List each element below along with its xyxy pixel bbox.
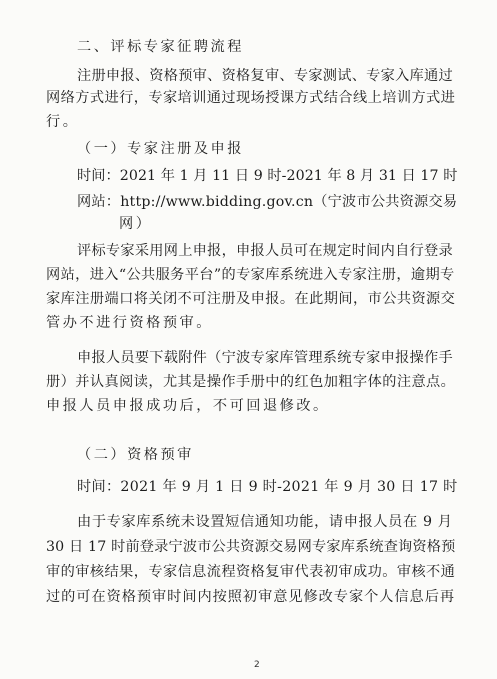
paragraph-1-line-3: 家库注册端口将关闭不可注册及申报。在此期间，市公共资源交 [46,291,456,307]
paragraph-3-line-4: 过的可在资格预审时间内按照初审意见修改专家个人信息后再 [46,589,455,605]
paragraph-1-line-1: 评标专家采用网上申报，申报人员可在规定时间内自行登录 [77,243,453,259]
paragraph-2-line-2: 册）并认真阅读，尤其是操作手册中的红色加粗字体的注意点。 [46,374,456,390]
paragraph-1-line-2: 网站，进入“公共服务平台”的专家库系统进入专家注册，逾期专 [46,267,455,283]
page-number: 2 [254,660,260,670]
subsection-1-website-1: 网站：http://www.bidding.gov.cn（宁波市公共资源交易 [77,194,458,210]
intro-line-3: 行。 [46,114,80,130]
subsection-1-heading: （一）专家注册及申报 [77,141,244,157]
subsection-1-time: 时间：2021 年 1 月 11 日 9 时-2021 年 8 月 31 日 17 时 [77,168,458,184]
subsection-2-heading: （二）资格预审 [77,447,194,463]
subsection-2-time: 时间：2021 年 9 月 1 日 9 时-2021 年 9 月 30 日 17 时 [77,479,458,495]
intro-line-1: 注册申报、资格预审、资格复审、专家测试、专家入库通过 [77,68,453,84]
paragraph-3-line-1: 由于专家库系统未设置短信通知功能，请申报人员在 9 月 [77,514,453,530]
section-heading: 二、评标专家征聘流程 [77,39,244,55]
paragraph-2-line-1: 申报人员要下载附件（宁波专家库管理系统专家申报操作手 [77,350,453,366]
paragraph-3-line-3: 审的审核结果，专家信息流程资格复审代表初审成功。审核不通 [46,564,456,580]
paragraph-1-line-4: 管办不进行资格预审。 [46,315,213,331]
paragraph-3-line-2: 30 日 17 时前登录宁波市公共资源交易网专家库系统查询资格预 [46,539,456,555]
subsection-1-website-2: 网） [119,216,153,232]
intro-line-2: 网络方式进行，专家培训通过现场授课方式结合线上培训方式进 [46,90,456,106]
paragraph-2-line-3: 申报人员申报成功后，不可回退修改。 [46,398,330,414]
